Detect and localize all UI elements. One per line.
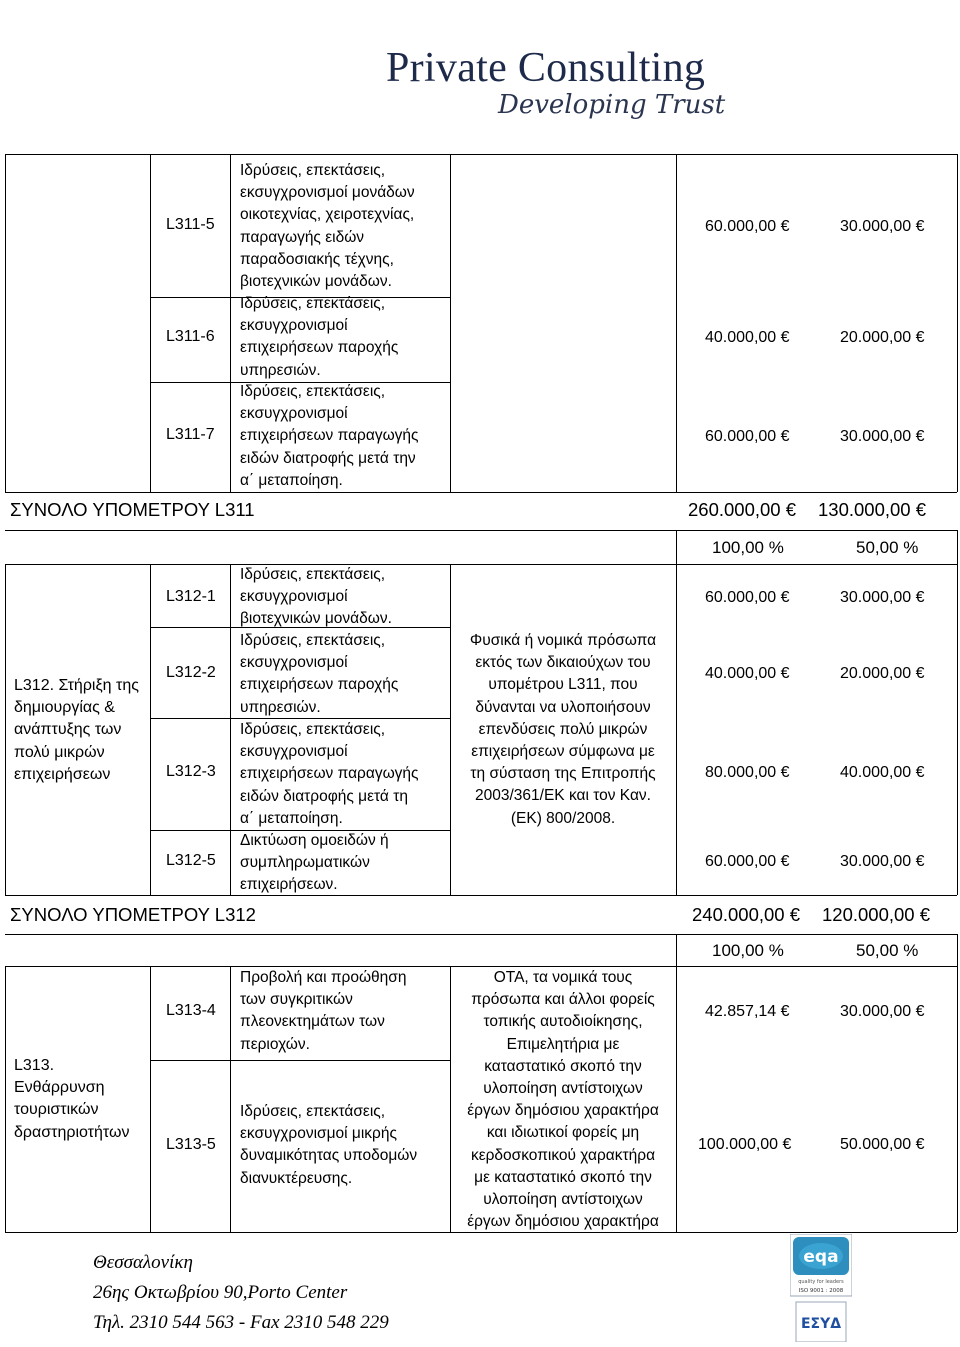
row-description: Ιδρύσεις, επεκτάσεις, εκσυγχρονισμοί μονάδων οικοτεχνίας, χειροτεχνίας, παραγωγής ειδών παραδοσιακής τέχνης, βιοτεχνικών μονάδων.: [240, 162, 415, 291]
footer-phone: Τηλ. 2310 544 563 - Fax 2310 548 229: [93, 1312, 389, 1333]
grant-amount: 30.000,00 €: [840, 428, 925, 445]
grant-amount: 50.000,00 €: [840, 1136, 925, 1153]
svg-text:ΕΣΥΔ: ΕΣΥΔ: [800, 1316, 842, 1332]
measure-title: L313. Ενθάρρυνση τουριστικών δραστηριοτήτων: [14, 1057, 130, 1141]
row-description: Ιδρύσεις, επεκτάσεις, εκσυγχρονισμοί επιχειρήσεων παραγωγής ειδών διατροφής μετά την α΄ μεταποίηση.: [240, 383, 419, 489]
measure-code: L313-4: [166, 1002, 216, 1019]
measure-code: L311-7: [166, 426, 215, 443]
subtotal-amount: 260.000,00 €: [688, 499, 797, 520]
budget-amount: 60.000,00 €: [705, 589, 790, 606]
measure-code: L311-6: [166, 328, 215, 345]
subtotal-amount: 240.000,00 €: [692, 904, 801, 925]
row-description: Ιδρύσεις, επεκτάσεις, εκσυγχρονισμοί επιχειρήσεων παροχής υπηρεσιών.: [240, 295, 399, 379]
grant-amount: 30.000,00 €: [840, 589, 925, 606]
grant-amount: 20.000,00 €: [840, 329, 925, 346]
subtotal-grant: 120.000,00 €: [822, 904, 931, 925]
row-description: Ιδρύσεις, επεκτάσεις, εκσυγχρονισμοί βιοτεχνικών μονάδων.: [240, 566, 392, 628]
measure-code: L313-5: [166, 1136, 216, 1153]
subtotal-label: ΣΥΝΟΛΟ ΥΠΟΜΕΤΡΟΥ L312: [10, 904, 256, 925]
grant-amount: 20.000,00 €: [840, 665, 925, 682]
subtotal-label: ΣΥΝΟΛΟ ΥΠΟΜΕΤΡΟΥ L311: [10, 499, 255, 520]
budget-amount: 60.000,00 €: [705, 853, 790, 870]
grant-amount: 30.000,00 €: [840, 1003, 925, 1020]
budget-amount: 60.000,00 €: [705, 218, 790, 235]
grant-amount: 40.000,00 €: [840, 764, 925, 781]
brand-title: Private Consulting: [386, 45, 706, 91]
measure-code: L312-2: [166, 664, 216, 681]
budget-amount: 100.000,00 €: [698, 1136, 792, 1153]
svg-text:ISO 9001 : 2008: ISO 9001 : 2008: [798, 1288, 844, 1294]
grant-amount: 30.000,00 €: [840, 218, 925, 235]
measure-code: L312-5: [166, 852, 216, 869]
eqa-esyd-logo-icon: [790, 1234, 852, 1342]
beneficiaries-text: Φυσικά ή νομικά πρόσωπα εκτός των δικαιούχων του υπομέτρου L311, που δύνανται να υλοποιήσουν επενδύσεις πολύ μικρών επιχειρήσεων σύμφωνα με τη σύσταση της Επιτροπής 2003/361/ΕΚ και τον Καν. (ΕΚ) 800/2008.: [469, 632, 657, 827]
certification-badge: [790, 1234, 852, 1342]
budget-amount: 60.000,00 €: [705, 428, 790, 445]
measure-title: L312. Στήριξη της δημιουργίας & ανάπτυξης των πολύ μικρών επιχειρήσεων: [14, 677, 139, 783]
budget-amount: 40.000,00 €: [705, 329, 790, 346]
row-description: Δικτύωση ομοειδών ή συμπληρωματικών επιχειρήσεων.: [240, 832, 389, 894]
measure-code: L311-5: [166, 216, 215, 233]
percent-amount: 100,00 %: [712, 941, 784, 960]
row-description: Ιδρύσεις, επεκτάσεις, εκσυγχρονισμοί μικρής δυναμικότητας υποδομών διανυκτέρευσης.: [240, 1103, 418, 1187]
svg-text:eqa: eqa: [803, 1247, 839, 1267]
measure-code: L312-3: [166, 763, 216, 780]
row-description: Ιδρύσεις, επεκτάσεις, εκσυγχρονισμοί επιχειρήσεων παραγωγής ειδών διατροφής μετά τη α΄ μεταποίηση.: [240, 721, 419, 827]
percent-grant: 50,00 %: [856, 941, 919, 960]
budget-amount: 80.000,00 €: [705, 764, 790, 781]
percent-grant: 50,00 %: [856, 538, 919, 557]
brand-tagline: Developing Trust: [498, 90, 726, 120]
footer-address: 26ης Οκτωβρίου 90,Porto Center: [93, 1282, 348, 1303]
budget-amount: 40.000,00 €: [705, 665, 790, 682]
grant-amount: 30.000,00 €: [840, 853, 925, 870]
percent-amount: 100,00 %: [712, 538, 784, 557]
row-description: Προβολή και προώθηση των συγκριτικών πλεονεκτημάτων των περιοχών.: [240, 969, 407, 1053]
beneficiaries-text: ΟΤΑ, τα νομικά τους πρόσωπα και άλλοι φορείς τοπικής αυτοδιοίκησης, Επιμελητήρια με καταστατικό σκοπό την υλοποίηση αντίστοιχων έργων δημόσιου χαρακτήρα και ιδιωτικοί φορείς μη κερδοσκοπικού χαρακτήρα με καταστατικό σκοπό την υλοποίηση αντίστοιχων έργων δημόσιου χαρακτήρα: [467, 969, 659, 1231]
subtotal-grant: 130.000,00 €: [818, 499, 927, 520]
budget-amount: 42.857,14 €: [705, 1003, 790, 1020]
footer-city: Θεσσαλονίκη: [93, 1252, 193, 1273]
measure-code: L312-1: [166, 588, 216, 605]
svg-text:quality for leaders: quality for leaders: [798, 1279, 844, 1285]
row-description: Ιδρύσεις, επεκτάσεις, εκσυγχρονισμοί επιχειρήσεων παροχής υπηρεσιών.: [240, 632, 399, 716]
